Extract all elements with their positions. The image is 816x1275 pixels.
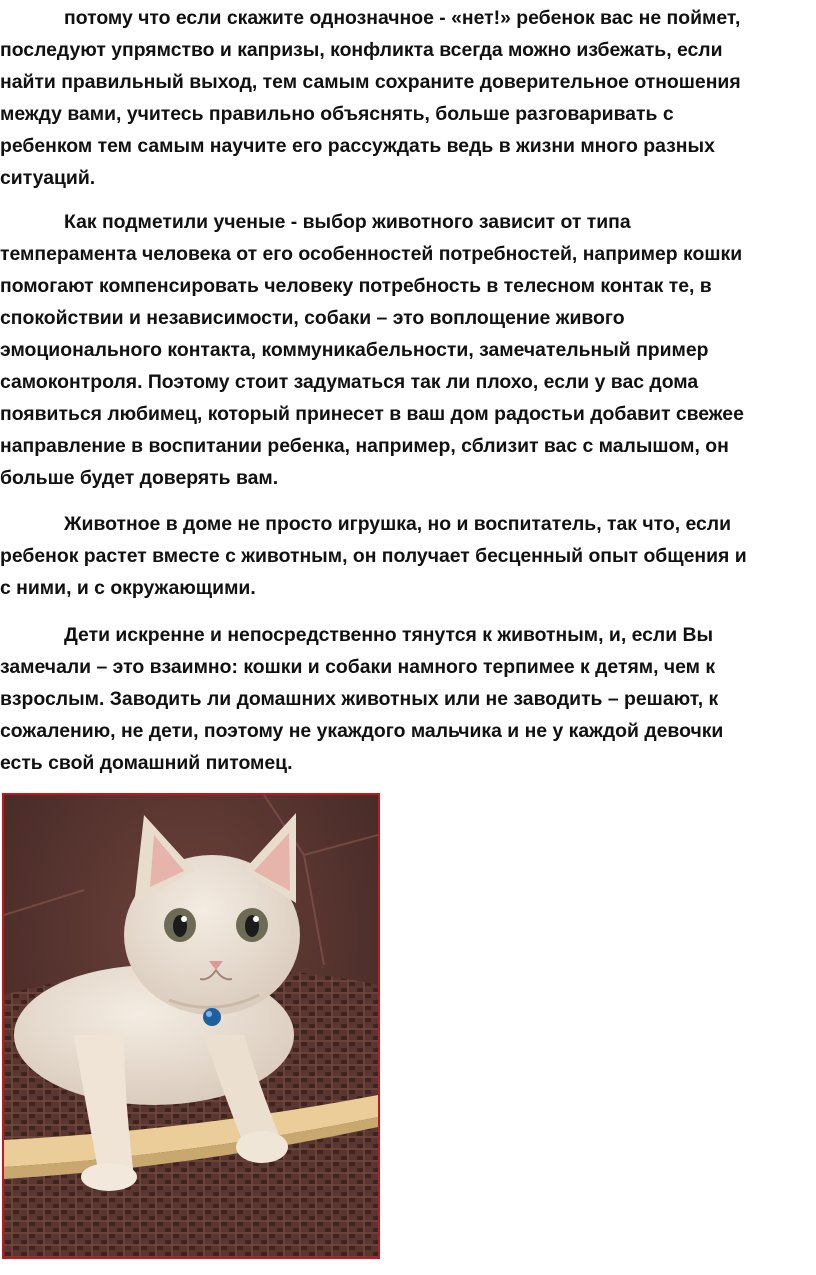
text-line: потому что если скажите однозначное - «нет!» ребенок вас не поймет, [64,7,741,29]
paragraph-1 [0,2,816,194]
text-line: взрослым. Заводить ли домашних животных или не заводить – решают, к [0,688,719,710]
text-line: спокойствии и независимости, собаки – это воплощение живого [0,307,625,329]
paragraph-3 [0,508,816,604]
paragraph-4 [0,619,816,779]
text-line: направление в воспитании ребенка, например, сблизит вас с малышом, он [0,435,729,457]
text-line: последуют упрямство и капризы, конфликта всегда можно избежать, если [0,39,723,61]
kitten-photo [2,793,380,1259]
text-line: есть свой домашний питомец. [0,752,293,774]
kitten-illustration [4,795,378,1257]
paragraph-2 [0,206,816,494]
text-line: появиться любимец, который принесет в ваш дом радостьи добавит свежее [0,403,744,425]
text-line: Животное в доме не просто игрушка, но и воспитатель, так что, если [64,513,732,535]
text-line: сожалению, не дети, поэтому не укаждого мальчика и не у каждой девочки [0,720,724,742]
text-line: темперамента человека от его особенностей потребностей, например кошки [0,243,743,265]
text-line: больше будет доверять вам. [0,467,279,489]
text-line: ситуаций. [0,167,96,189]
text-line: замечали – это взаимно: кошки и собаки намного терпимее к детям, чем к [0,656,716,678]
text-line: самоконтроля. Поэтому стоит задуматься так ли плохо, если у вас дома [0,371,699,393]
text-line: с ними, и с окружающими. [0,577,256,599]
text-line: помогают компенсировать человеку потребность в телесном контак те, в [0,275,712,297]
text-line: эмоционального контакта, коммуникабельности, замечательный пример [0,339,709,361]
text-line: Как подметили ученые - выбор животного зависит от типа [64,211,631,233]
text-line: ребенком тем самым научите его рассуждать ведь в жизни много разных [0,135,715,157]
text-line: Дети искренне и непосредственно тянутся к животным, и, если Вы [64,624,714,646]
text-line: между вами, учитесь правильно объяснять, больше разговаривать с [0,103,674,125]
text-line: найти правильный выход, тем самым сохраните доверительное отношения [0,71,741,93]
text-line: ребенок растет вместе с животным, он получает бесценный опыт общения и [0,545,747,567]
